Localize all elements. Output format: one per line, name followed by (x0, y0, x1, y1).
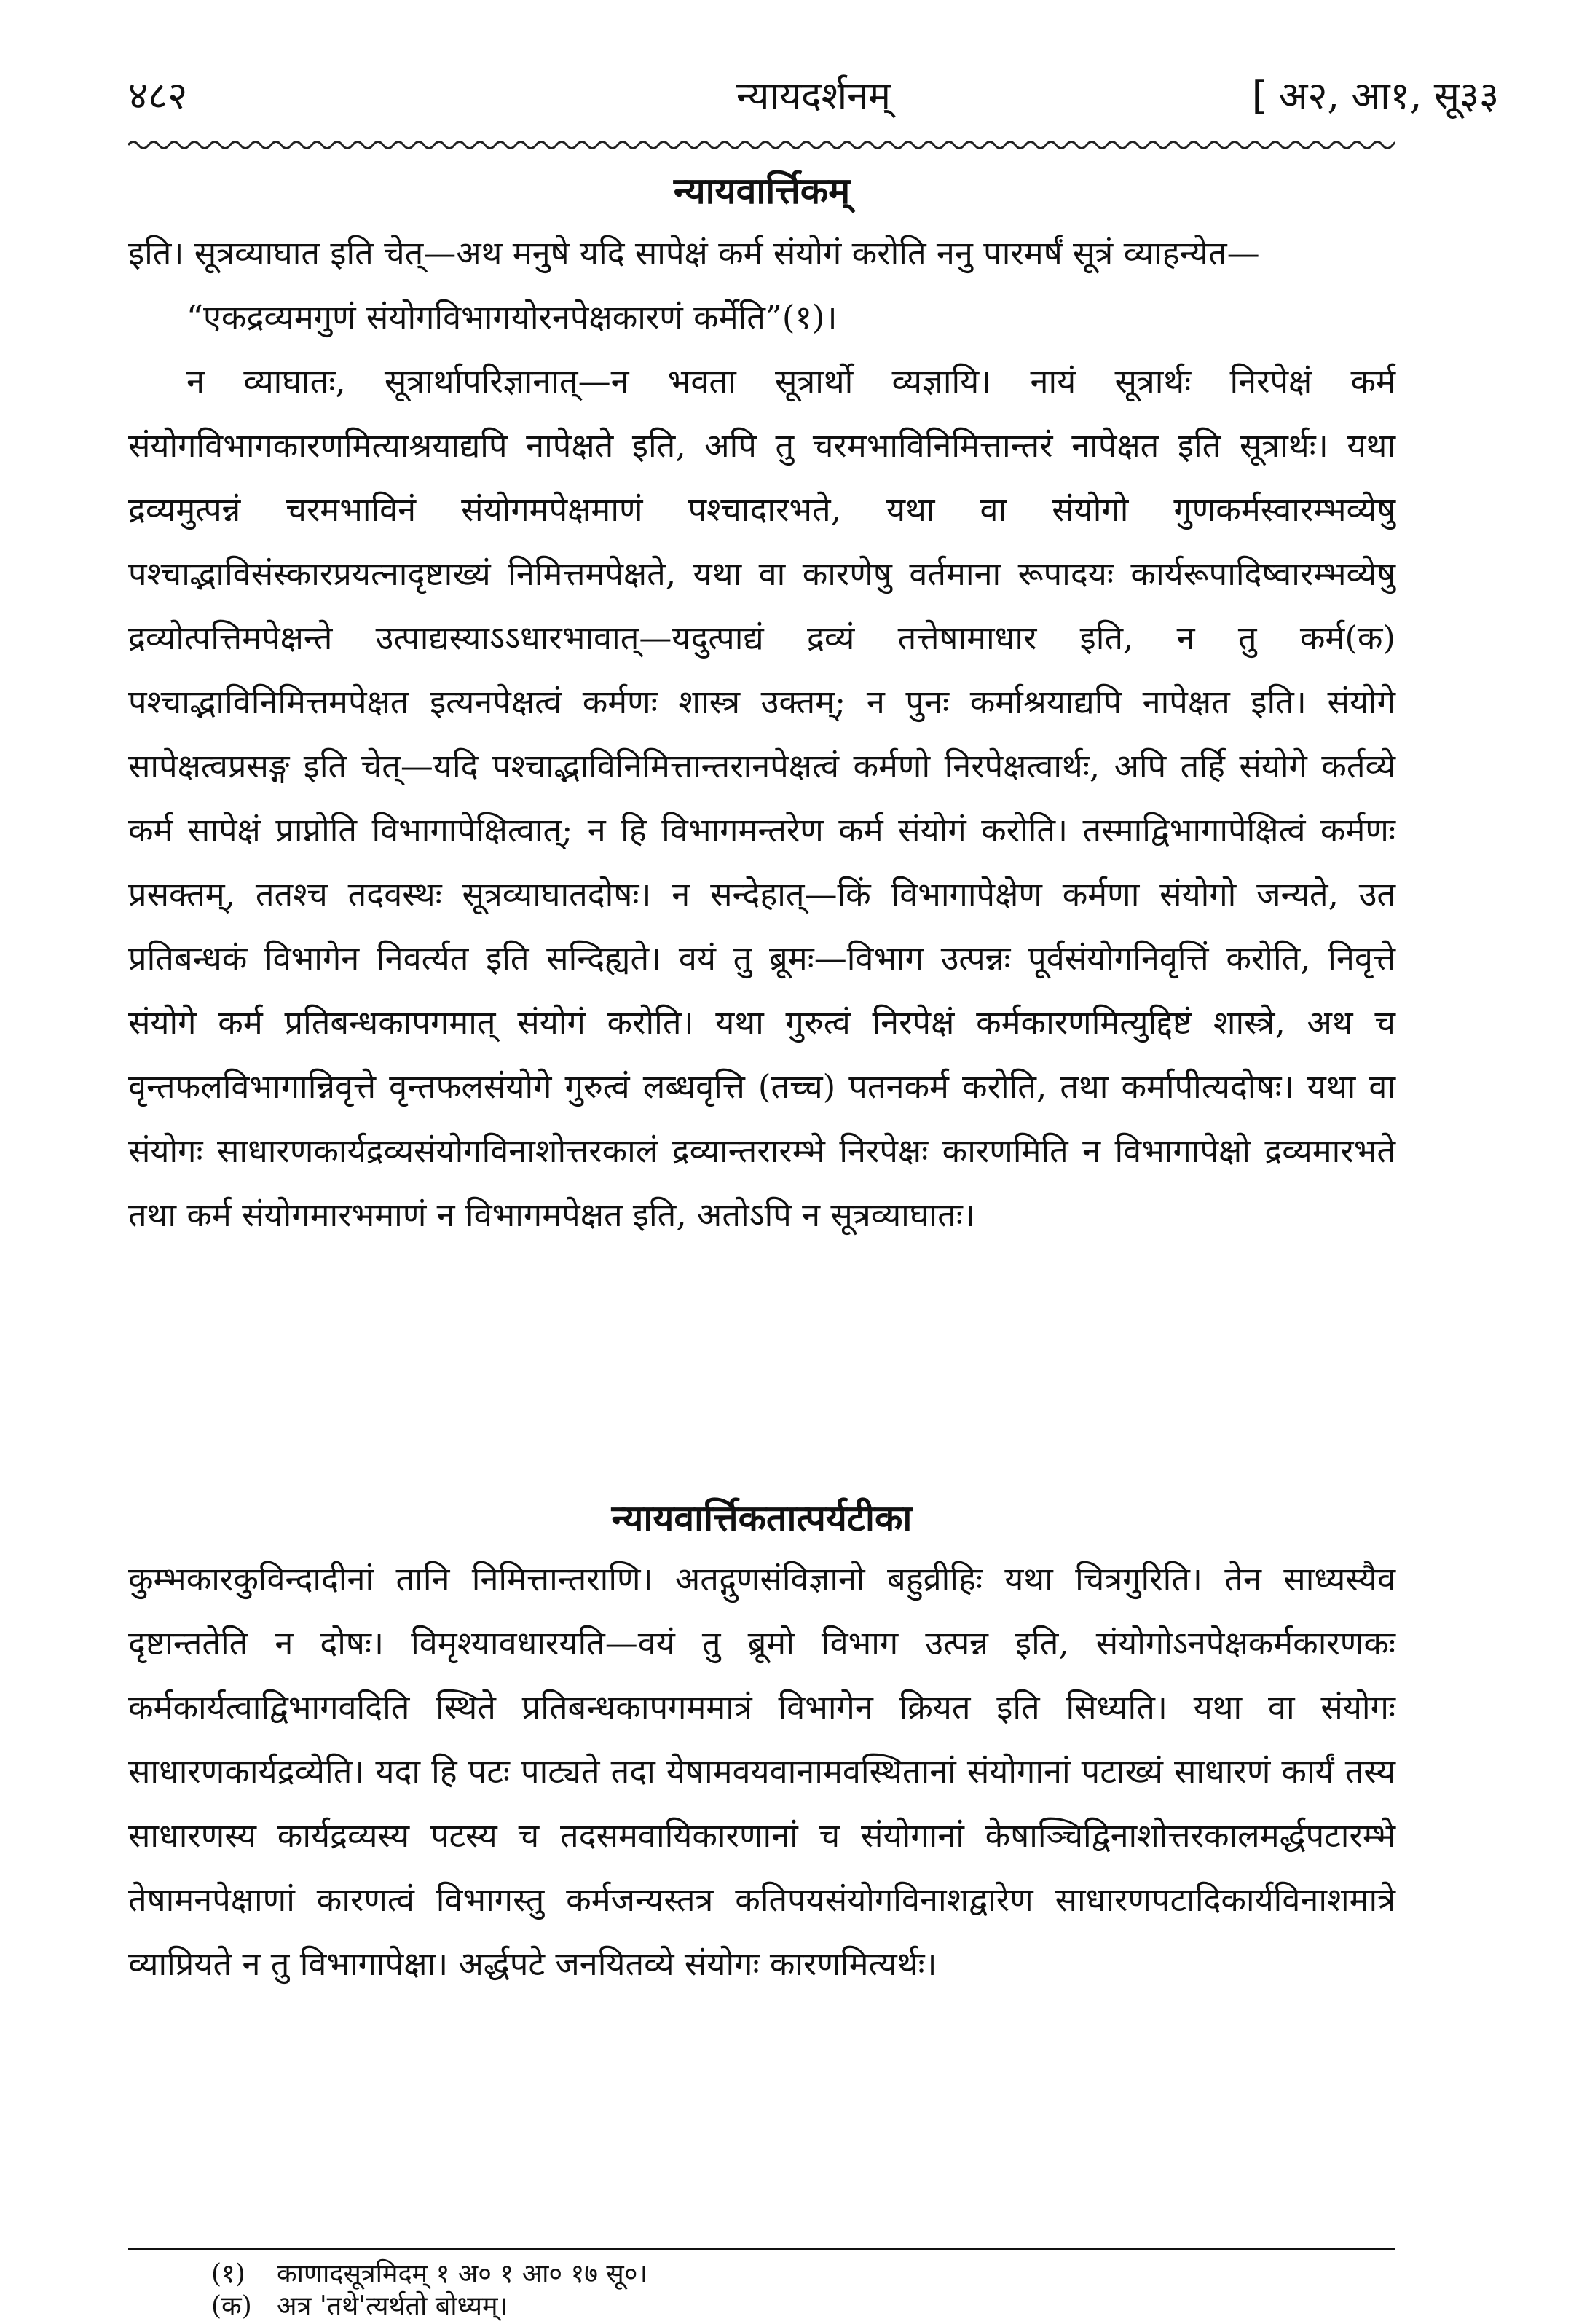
section-reference: [ अ२, आ१, सू३३ (1251, 74, 1499, 118)
footnote-marker: (१) (211, 2259, 245, 2289)
footnote-divider (128, 2248, 1395, 2250)
footnote-2 (211, 2290, 1304, 2323)
page-number: ४८२ (128, 74, 188, 118)
running-header (128, 70, 1499, 122)
vartika-paragraph-2: न व्याघातः, सूत्रार्थापरिज्ञानात्—न भवता सूत्रार्थो व्यज्ञायि। नायं सूत्रार्थः निरपेक्षं कर्म संयोगविभागकारणमित्याश्रयाद्यपि नापेक्षते इति, अपि तु चरमभाविनिमित्तान्तरं नापेक्षत इति सूत्रार्थः। यथा द्रव्यमुत्पन्नं चरमभाविनं संयोगमपेक्षमाणं पश्चादारभते, यथा वा संयोगो गुणकर्मस्वारम्भव्येषु पश्चाद्भाविसंस्कारप्रयत्नादृष्टाख्यं निमित्तमपेक्षते, यथा वा कारणेषु वर्तमाना रूपादयः कार्यरूपादिष्वारम्भव्येषु द्रव्योत्पत्तिमपेक्षन्ते उत्पाद्यस्याऽऽधारभावात्—यदुत्पाद्यं द्रव्यं तत्तेषामाधार इति, न तु कर्म(क) पश्चाद्भाविनिमित्तमपेक्षत इत्यनपेक्षत्वं कर्मणः शास्त्र उक्तम्; न पुनः कर्माश्रयाद्यपि नापेक्षत इति। संयोगे सापेक्षत्वप्रसङ्ग इति चेत्—यदि पश्चाद्भाविनिमित्तान्तरानपेक्षत्वं कर्मणो निरपेक्षत्वार्थः, अपि तर्हि संयोगे कर्तव्ये कर्म सापेक्षं प्राप्नोति विभागापेक्षित्वात्; न हि विभागमन्तरेण कर्म संयोगं करोति। तस्माद्विभागापेक्षित्वं कर्मणः प्रसक्तम्, ततश्च तदवस्थः सूत्रव्याघातदोषः। न सन्देहात्—किं विभागापेक्षेण कर्मणा संयोगो जन्यते, उत प्रतिबन्धकं विभागेन निवर्त्यत इति सन्दिह्यते। वयं तु ब्रूमः—विभाग उत्पन्नः पूर्वसंयोगनिवृत्तिं करोति, निवृत्ते संयोगे कर्म प्रतिबन्धकापगमात् संयोगं करोति। यथा गुरुत्वं निरपेक्षं कर्मकारणमित्युद्दिष्टं शास्त्रे, अथ च वृन्तफलविभागान्निवृत्ते वृन्तफलसंयोगे गुरुत्वं लब्धवृत्ति (तच्च) पतनकर्म करोति, तथा कर्मापीत्यदोषः। यथा वा संयोगः साधारणकार्यद्रव्यसंयोगविनाशोत्तरकालं द्रव्यान्तरारम्भे निरपेक्षः कारणमिति न विभागापेक्षो द्रव्यमारभते तथा कर्म संयोगमारभमाणं न विभागमपेक्षत इति, अतोऽपि न सूत्रव्याघातः। (128, 362, 1395, 1234)
footnote-text: अत्र 'तथे'त्यर्थतो बोध्यम्। (277, 2291, 508, 2321)
footnote-marker: (क) (211, 2291, 252, 2321)
tika-heading: न्यायवार्त्तिकतात्पर्यटीका (611, 1496, 913, 1539)
sutra-quote: “एकद्रव्यमगुणं संयोगविभागयोरनपेक्षकारणं कर्मेति”(१)। (186, 298, 838, 337)
footnote-1 (211, 2258, 1304, 2290)
running-title: न्यायदर्शनम् (736, 74, 891, 118)
footnotes (211, 2258, 1304, 2323)
footnote-text: काणादसूत्रमिदम् १ अ० १ आ० १७ सू०। (277, 2259, 648, 2289)
wavy-divider (128, 137, 1395, 153)
vartika-text (128, 221, 1395, 1247)
vartika-heading: न्यायवार्त्तिकम् (673, 169, 851, 212)
tika-paragraph: कुम्भकारकुविन्दादीनां तानि निमित्तान्तराणि। अतद्गुणसंविज्ञानो बहुव्रीहिः यथा चित्रगुरिति। तेन साध्यस्यैव दृष्टान्ततेति न दोषः। विमृश्यावधारयति—वयं तु ब्रूमो विभाग उत्पन्न इति, संयोगोऽनपेक्षकर्मकारणकः कर्मकार्यत्वाद्विभागवदिति स्थिते प्रतिबन्धकापगममात्रं विभागेन क्रियत इति सिध्यति। यथा वा संयोगः साधारणकार्यद्रव्येति। यदा हि पटः पाट्यते तदा येषामवयवानामवस्थितानां संयोगानां पटाख्यं साधारणं कार्यं तस्य साधारणस्य कार्यद्रव्यस्य पटस्य च तदसमवायिकारणानां च संयोगानां केषाञ्चिद्विनाशोत्तरकालमर्द्धपटारम्भे तेषामनपेक्षाणां कारणत्वं विभागस्तु कर्मजन्यस्तत्र कतिपयसंयोगविनाशद्वारेण साधारणपटादिकार्यविनाशमात्रे व्याप्रियते न तु विभागापेक्षा। अर्द्धपटे जनयितव्ये संयोगः कारणमित्यर्थः। (128, 1560, 1395, 1983)
vartika-paragraph-1: इति। सूत्रव्याघात इति चेत्—अथ मनुषे यदि सापेक्षं कर्म संयोगं करोति ननु पारमर्षं सूत्रं व्याहन्येत— (128, 234, 1260, 272)
tika-text (128, 1547, 1395, 1996)
